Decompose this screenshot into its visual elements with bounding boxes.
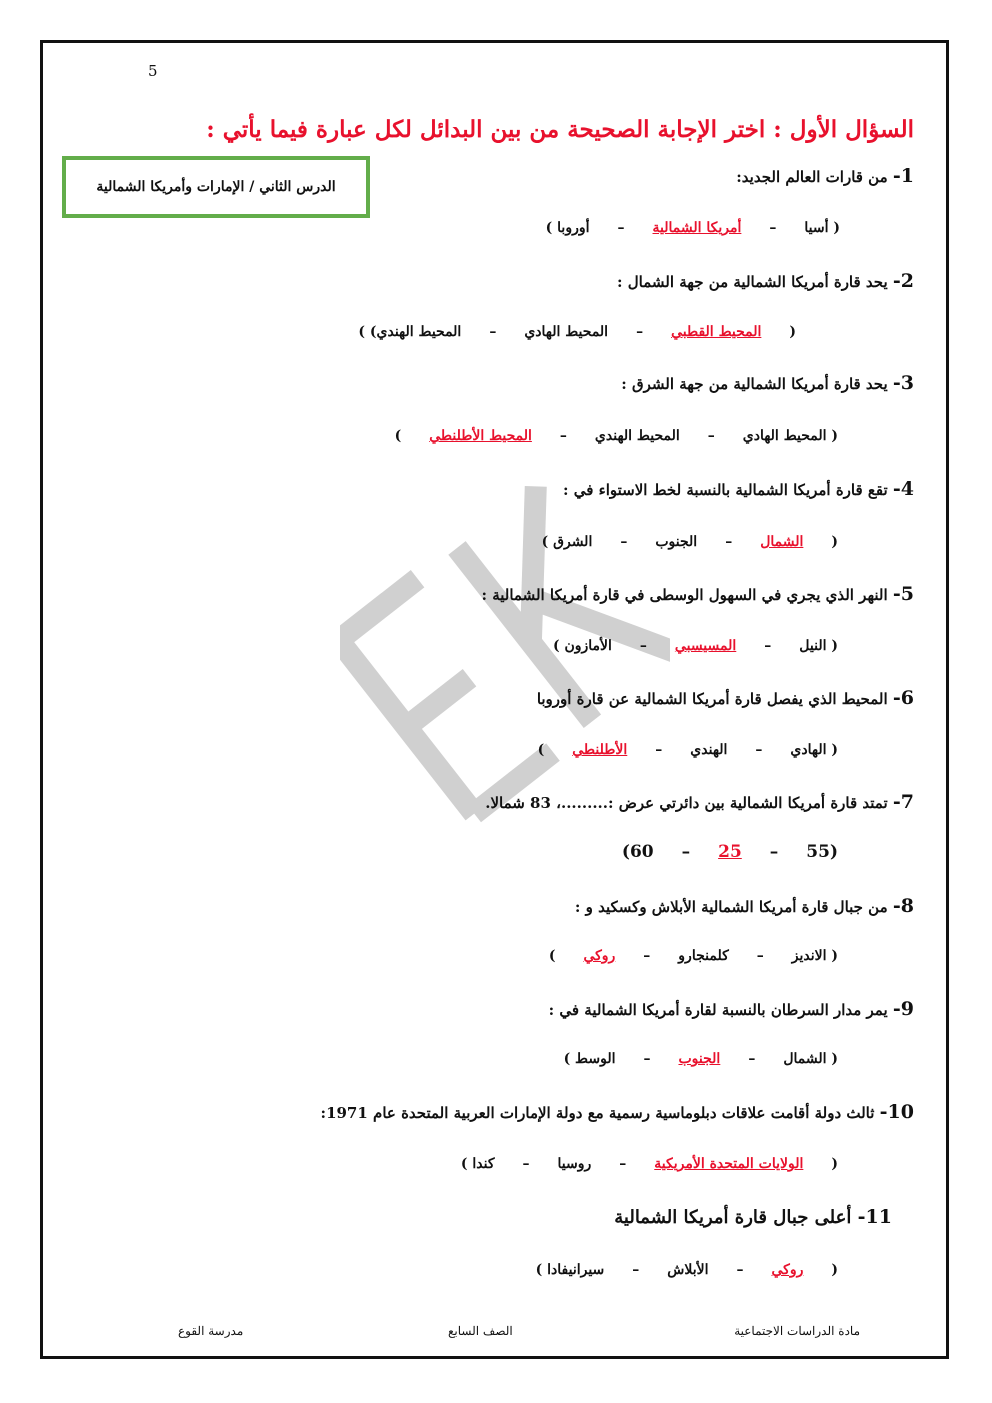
option[interactable]: سيرانيفادا ) (535, 1262, 605, 1278)
question-text: تمتد قارة أمريكا الشمالية بين دائرتي عرض :.........، 83 شمالا. (485, 794, 888, 812)
option[interactable]: ( الهادي (790, 742, 838, 758)
question-text: النهر الذي يجري في السهول الوسطى في قارة أمريكا الشمالية : (481, 586, 888, 604)
separator: – (655, 742, 663, 758)
options-3 (381, 428, 852, 444)
question-5 (481, 583, 914, 605)
option-answer[interactable]: الجنوب (678, 1051, 721, 1067)
footer-grade: الصف السابع (448, 1324, 513, 1338)
option-answer[interactable]: روكي (771, 1262, 804, 1278)
question-7 (485, 791, 914, 813)
separator: ( (789, 324, 796, 340)
separator: – (639, 638, 647, 654)
separator: – (725, 534, 733, 550)
option[interactable]: كندا ) (460, 1156, 495, 1172)
option[interactable]: أوروبا ) (545, 220, 590, 236)
separator: – (707, 428, 715, 444)
option-answer[interactable]: الولايات المتحدة الأمريكية (654, 1156, 804, 1172)
separator: – (756, 948, 764, 964)
question-text: المحيط الذي يفصل قارة أمريكا الشمالية عن قارة أوروبا (536, 690, 888, 708)
options-1 (532, 220, 854, 236)
option[interactable]: ( النيل (799, 638, 838, 654)
options-5 (539, 638, 852, 654)
question-number: 10- (879, 1101, 914, 1123)
question-text: يحد قارة أمريكا الشمالية من جهة الشرق : (621, 375, 888, 393)
separator: – (559, 428, 567, 444)
question-text: أعلى جبال قارة أمريكا الشمالية (614, 1207, 852, 1228)
lesson-label: الدرس الثاني / الإمارات وأمريكا الشمالية (96, 179, 336, 195)
option[interactable]: ( الشمال (783, 1051, 838, 1067)
options-7 (608, 842, 852, 862)
footer-subject: مادة الدراسات الاجتماعية (734, 1324, 860, 1338)
option-answer[interactable]: المحيط القطبي (671, 324, 762, 340)
separator: ( (831, 1156, 838, 1172)
separator: ( (831, 534, 838, 550)
option-answer[interactable]: أمريكا الشمالية (652, 220, 742, 236)
separator: ) (537, 742, 545, 758)
option[interactable]: الشرق ) (541, 534, 593, 550)
separator: – (522, 1156, 530, 1172)
separator: – (736, 1262, 744, 1278)
separator: – (748, 1051, 756, 1067)
option[interactable]: الجنوب (655, 534, 698, 550)
question-number: 4- (892, 478, 914, 500)
options-8 (535, 948, 852, 964)
question-1 (736, 165, 914, 187)
option-answer[interactable]: المحيط الأطلنطي (429, 428, 532, 444)
option[interactable]: المحيط الهادي (524, 324, 609, 340)
option[interactable]: الأمازون ) (552, 638, 612, 654)
options-11 (522, 1262, 852, 1278)
question-3 (621, 372, 914, 394)
question-text: تقع قارة أمريكا الشمالية بالنسبة لخط الاستواء في : (562, 481, 888, 499)
separator: ( (831, 1262, 838, 1278)
separator: – (636, 324, 644, 340)
question-4 (563, 478, 914, 500)
separator: – (769, 220, 777, 236)
question-number: 3- (892, 372, 914, 394)
option[interactable]: الوسط ) (563, 1051, 616, 1067)
question-text: يحد قارة أمريكا الشمالية من جهة الشمال : (617, 273, 888, 291)
options-10 (447, 1156, 852, 1172)
options-6 (524, 742, 852, 758)
option-answer[interactable]: المسيسبي (674, 638, 737, 654)
separator: – (643, 948, 651, 964)
options-2 (344, 324, 810, 340)
option[interactable]: ( أسيا (804, 220, 840, 236)
question-number: 2- (892, 270, 914, 292)
option[interactable]: (55 (806, 842, 838, 862)
separator: – (769, 842, 779, 862)
question-number: 1- (892, 165, 914, 187)
question-9 (549, 998, 914, 1020)
separator: – (617, 220, 625, 236)
page-number: 5 (148, 62, 158, 80)
question-8 (575, 895, 914, 917)
separator: ) (548, 948, 556, 964)
question-text: يمر مدار السرطان بالنسبة لقارة أمريكا الشمالية في : (548, 1001, 888, 1019)
separator: – (643, 1051, 651, 1067)
question-10 (321, 1101, 914, 1123)
option[interactable]: الأبلاش (667, 1262, 709, 1278)
separator: – (764, 638, 772, 654)
question-6 (537, 687, 914, 709)
option[interactable]: كلمنجارو (678, 948, 729, 964)
footer-school: مدرسة القوع (178, 1324, 244, 1338)
separator: – (632, 1262, 640, 1278)
separator: – (619, 1156, 627, 1172)
option[interactable]: روسيا (557, 1156, 592, 1172)
question-number: 5- (892, 583, 914, 605)
question-number: 9- (892, 998, 914, 1020)
separator: – (681, 842, 691, 862)
question-number: 11- (857, 1206, 892, 1228)
option-answer[interactable]: روكي (583, 948, 616, 964)
lesson-label-box (62, 156, 370, 218)
option[interactable]: المحيط الهندي (594, 428, 680, 444)
question-2 (617, 270, 914, 292)
question-number: 8- (892, 895, 914, 917)
option[interactable]: الهندي (690, 742, 728, 758)
option[interactable]: ( المحيط الهادي (742, 428, 838, 444)
page-title: السؤال الأول : اختر الإجابة الصحيحة من بين البدائل لكل عبارة فيما يأتي : (206, 116, 914, 143)
question-number: 7- (892, 791, 914, 813)
question-text: ثالث دولة أقامت علاقات دبلوماسية رسمية مع دولة الإمارات العربية المتحدة عام 1971: (320, 1104, 875, 1122)
option[interactable]: المحيط الهندي) ) (358, 324, 462, 340)
option-answer[interactable]: 25 (718, 842, 742, 862)
question-number: 6- (892, 687, 914, 709)
separator: ) (394, 428, 402, 444)
options-9 (550, 1051, 852, 1067)
question-11 (614, 1206, 892, 1228)
separator: – (755, 742, 763, 758)
separator: – (489, 324, 497, 340)
question-text: من جبال قارة أمريكا الشمالية الأبلاش وكسكيد و : (574, 898, 888, 916)
question-text: من قارات العالم الجديد: (736, 168, 888, 186)
option[interactable]: 60) (621, 842, 654, 862)
options-4 (528, 534, 852, 550)
separator: – (620, 534, 628, 550)
option[interactable]: ( الانديز (791, 948, 838, 964)
option-answer[interactable]: الشمال (760, 534, 804, 550)
option-answer[interactable]: الأطلنطي (572, 742, 628, 758)
